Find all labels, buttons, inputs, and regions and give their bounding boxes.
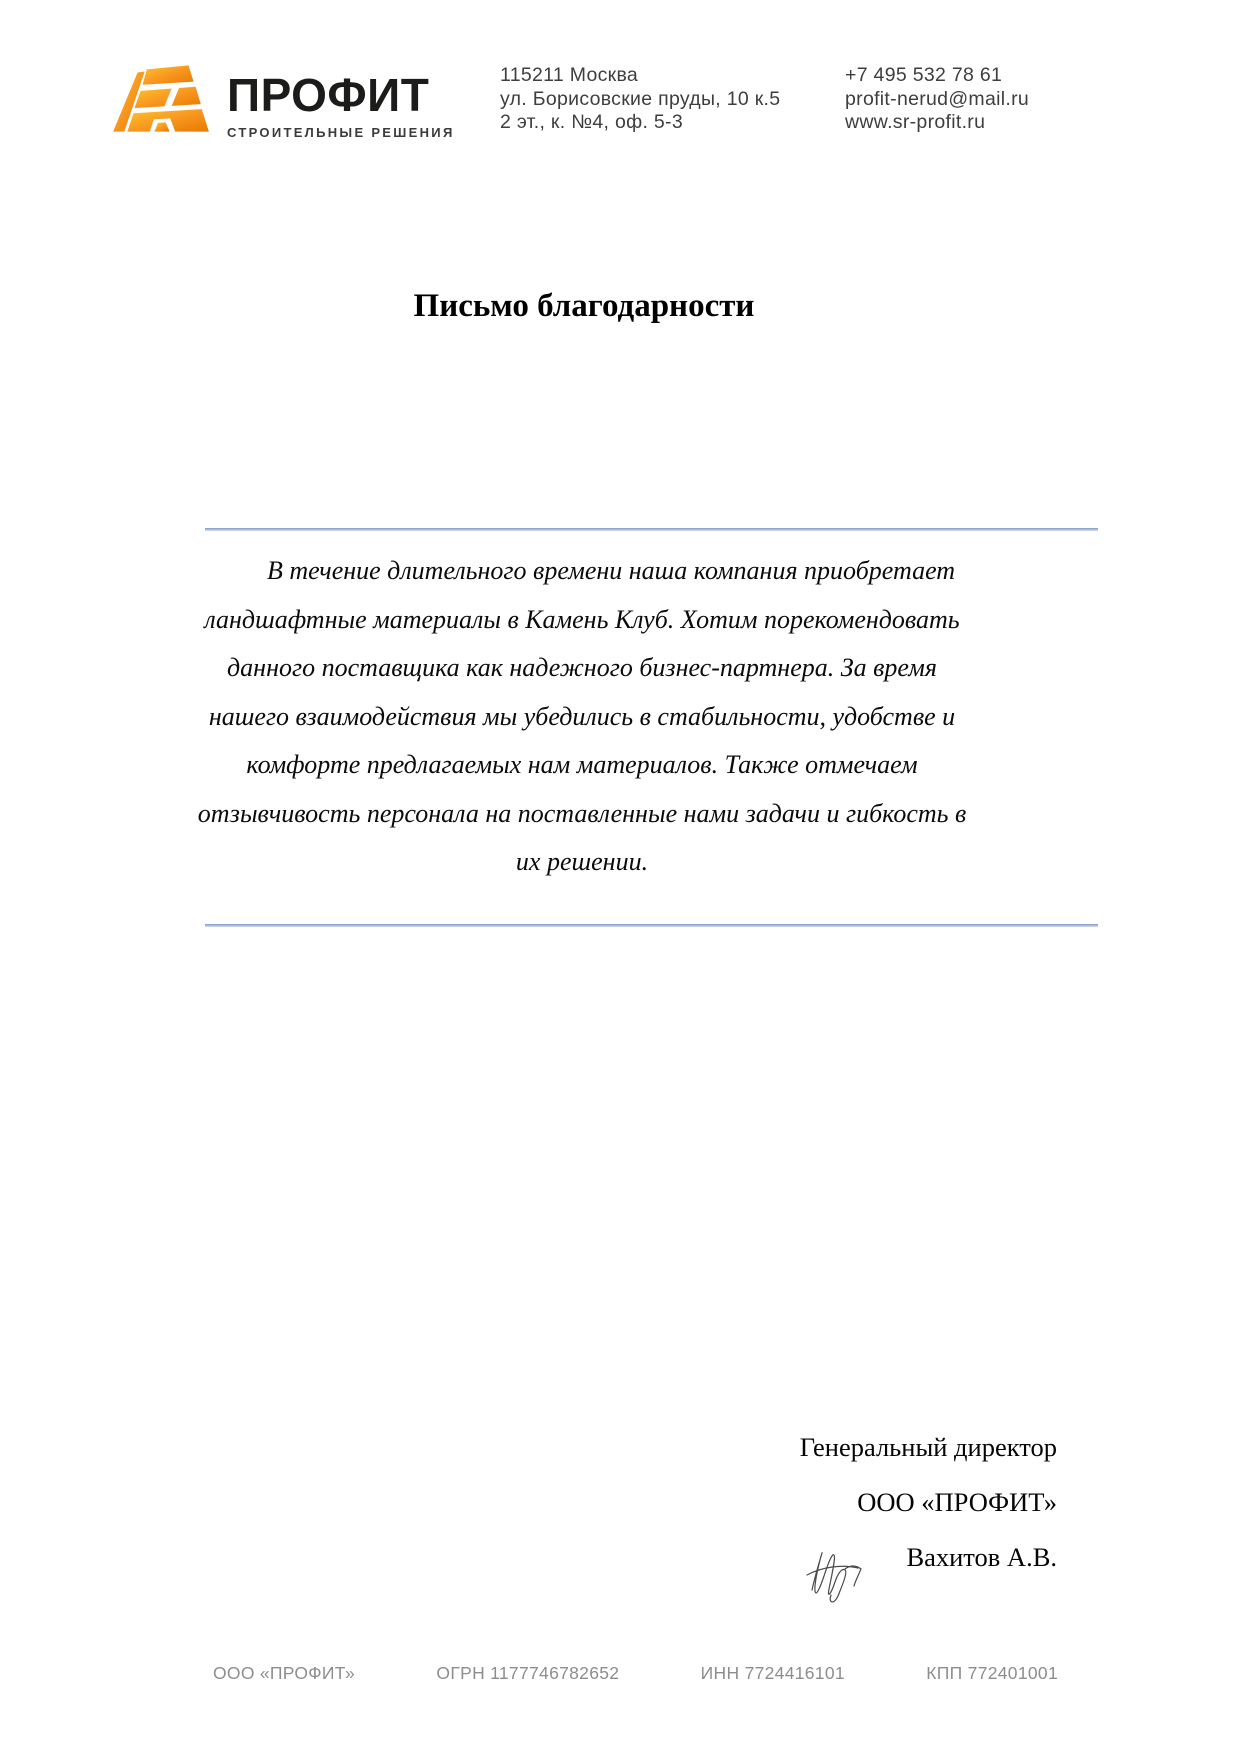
letter-body-line: их решении.: [515, 847, 649, 876]
footer-requisites: [213, 1663, 1058, 1684]
footer-inn: ИНН 7724416101: [700, 1663, 845, 1683]
signer-name: Вахитов А.В.: [906, 1542, 1057, 1572]
footer-kpp: КПП 772401001: [926, 1663, 1058, 1683]
signature-block: [798, 1420, 1057, 1585]
address-line: ул. Борисовские пруды, 10 к.5: [500, 87, 781, 110]
divider-bottom: [205, 924, 1098, 927]
letter-body-line: ландшафтные материалы в Камень Клуб. Хотим порекомендовать: [204, 604, 960, 634]
divider-top: [205, 528, 1098, 531]
contact-line: profit-nerud@mail.ru: [845, 87, 1030, 110]
logo-company-name: ПРОФИТ: [227, 69, 430, 121]
signer-company: ООО «ПРОФИТ»: [857, 1487, 1057, 1517]
address-line: 115211 Москва: [500, 64, 639, 86]
letter-body: [193, 547, 971, 887]
footer-company: ООО «ПРОФИТ»: [213, 1663, 356, 1683]
company-contacts: [845, 64, 1029, 135]
company-address: [500, 64, 780, 135]
address-line: 2 эт., к. №4, оф. 5-3: [500, 111, 683, 133]
letter-body-line: данного поставщика как надежного бизнес-партнера. За время: [227, 653, 937, 682]
signer-position: Генеральный директор: [799, 1432, 1057, 1462]
handwritten-signature-icon: [798, 1536, 878, 1610]
contact-line: www.sr-profit.ru: [845, 111, 986, 133]
signature-row: [798, 1530, 1057, 1585]
contact-line: +7 495 532 78 61: [845, 64, 1003, 86]
letter-body-line: нашего взаимодействия мы убедились в стабильности, удобстве и: [208, 701, 956, 731]
footer-ogrn: ОГРН 1177746782652: [436, 1663, 620, 1683]
logo-tagline: СТРОИТЕЛЬНЫЕ РЕШЕНИЯ: [227, 125, 455, 140]
letter-body-line: комфорте предлагаемых нам материалов. Также отмечаем: [246, 750, 918, 779]
letter-body-line: В течение длительного времени наша компания приобретает: [266, 556, 956, 585]
letter-body-line: отзывчивость персонала на поставленные нами задачи и гибкость в: [197, 798, 967, 828]
page-title: Письмо благодарности: [413, 288, 755, 324]
logo-text-block: [227, 69, 455, 140]
company-logo-icon: [108, 60, 214, 140]
